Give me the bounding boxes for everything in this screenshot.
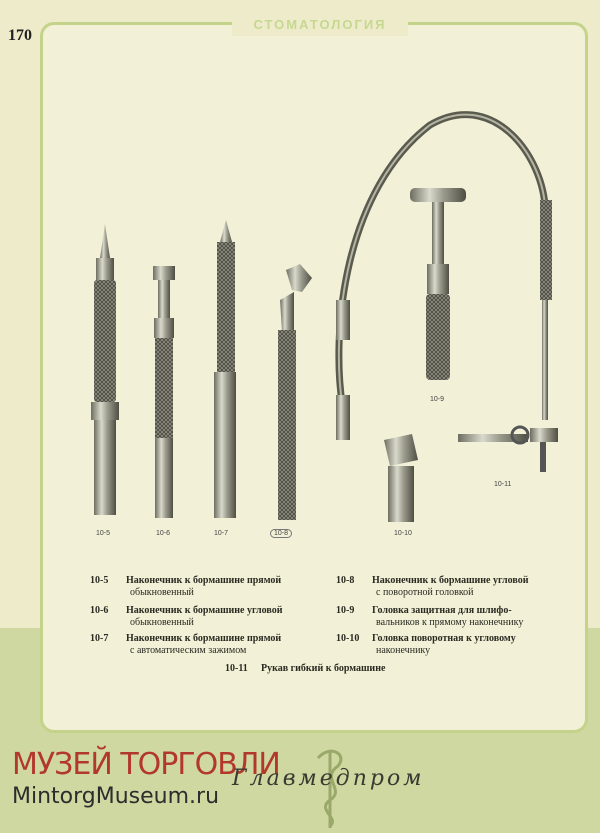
tool-label-10-10: 10-10 xyxy=(394,530,412,537)
tool-label-10-6: 10-6 xyxy=(156,530,171,537)
tool-label-10-9: 10-9 xyxy=(430,396,445,403)
caption-10-6: 10-6 Наконечник к бормашине угловой обыкновенный xyxy=(90,605,283,628)
handpiece-10-5 xyxy=(91,224,119,515)
tool-label-10-7: 10-7 xyxy=(214,530,229,537)
caption-10-5: 10-5 Наконечник к бормашине прямой обыкновенный xyxy=(90,575,282,598)
section-title: СТОМАТОЛОГИЯ xyxy=(232,14,408,36)
handpiece-10-6 xyxy=(153,266,175,518)
page-number: 170 xyxy=(8,27,32,44)
tool-label-10-5: 10-5 xyxy=(96,530,111,537)
tool-label-10-8: 10-8 xyxy=(270,529,292,538)
tool-label-10-11: 10-11 xyxy=(494,481,512,488)
caption-10-11: 10-11 Рукав гибкий к бормашине xyxy=(225,663,386,674)
museum-url: MintorgMuseum.ru xyxy=(12,784,220,809)
caption-10-9: 10-9 Головка защитная для шлифо- вальников к прямому наконечнику xyxy=(336,605,524,628)
museum-watermark: МУЗЕЙ ТОРГОВЛИ xyxy=(12,747,280,782)
protective-head-10-9 xyxy=(410,188,466,380)
caption-10-8: 10-8 Наконечник к бормашине угловой с поворотной головкой xyxy=(336,575,529,598)
swivel-head-10-10 xyxy=(384,434,418,522)
handpiece-10-7 xyxy=(214,220,236,518)
handpiece-10-8 xyxy=(278,264,312,520)
caption-10-10: 10-10 Головка поворотная к угловому наконечнику xyxy=(336,633,516,656)
brand-glavmedprom: Главмедпром xyxy=(232,766,425,791)
caption-10-7: 10-7 Наконечник к бормашине прямой с автоматическим зажимом xyxy=(90,633,282,656)
